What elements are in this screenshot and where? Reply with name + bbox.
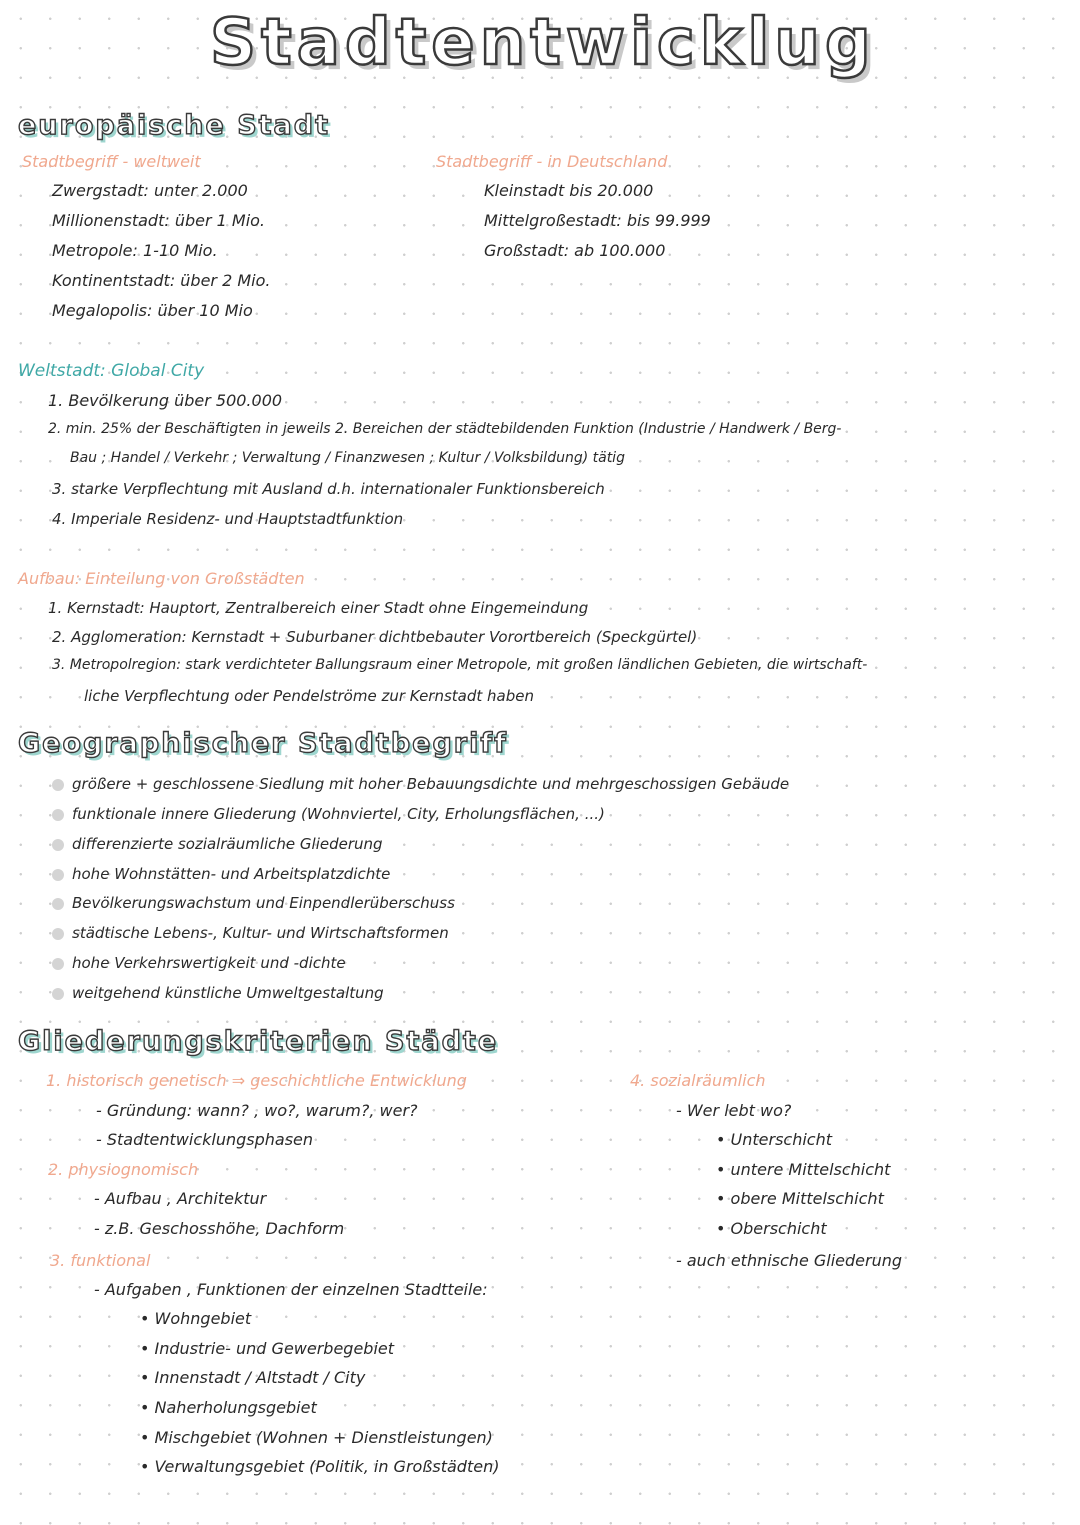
list-item: 2. min. 25% der Beschäftigten in jeweils 2. Bereichen der städtebildenden Funktion (Industrie / Handwerk / Berg- — [48, 421, 842, 437]
list-item: • Oberschicht — [716, 1219, 827, 1238]
list-item: • Wohngebiet — [140, 1309, 252, 1328]
criterion-physiognomic: 2. physiognomisch — [48, 1160, 199, 1179]
section-heading-european-city: europäische Stadt — [18, 110, 331, 141]
list-item: 1. Kernstadt: Hauptort, Zentralbereich einer Stadt ohne Eingemeindung — [48, 599, 589, 617]
list-item: Kleinstadt bis 20.000 — [484, 181, 654, 200]
list-item: - Aufbau , Architektur — [94, 1189, 267, 1208]
list-item: 4. Imperiale Residenz- und Hauptstadtfunktion — [52, 510, 404, 528]
list-item: hohe Verkehrswertigkeit und -dichte — [52, 954, 346, 972]
list-item: Bau ; Handel / Verkehr ; Verwaltung / Finanzwesen ; Kultur / Volksbildung) tätig — [70, 450, 625, 466]
list-item: größere + geschlossene Siedlung mit hoher Bebauungsdichte und mehrgeschossigen Gebäude — [52, 775, 789, 793]
list-item: Millionenstadt: über 1 Mio. — [52, 211, 266, 230]
list-item: • Naherholungsgebiet — [140, 1398, 317, 1417]
list-item: - Gründung: wann? , wo?, warum?, wer? — [96, 1101, 418, 1120]
list-item: • Innenstadt / Altstadt / City — [140, 1368, 366, 1387]
label-city-term-germany: Stadtbegriff - in Deutschland — [436, 152, 668, 171]
list-item: Megalopolis: über 10 Mio — [52, 301, 253, 320]
label-global-city: Weltstadt: Global City — [18, 361, 205, 381]
list-item: - Aufgaben , Funktionen der einzelnen Stadtteile: — [94, 1280, 488, 1299]
bullet-icon — [52, 779, 64, 791]
list-item: 2. Agglomeration: Kernstadt + Suburbaner dichtbebauter Vorortbereich (Speckgürtel) — [52, 628, 698, 646]
bullet-icon — [52, 898, 64, 910]
list-item: Bevölkerungswachstum und Einpendlerüberschuss — [52, 894, 455, 912]
section-heading-geographic-city-term: Geographischer Stadtbegriff — [18, 728, 508, 759]
list-item: - auch ethnische Gliederung — [676, 1251, 903, 1270]
list-item: • Industrie- und Gewerbegebiet — [140, 1339, 395, 1358]
list-item: • Unterschicht — [716, 1130, 832, 1149]
criterion-functional: 3. funktional — [50, 1251, 151, 1270]
criterion-historical: 1. historisch genetisch ⇒ geschichtliche Entwicklung — [46, 1071, 467, 1090]
list-item: - z.B. Geschosshöhe, Dachform — [94, 1219, 345, 1238]
label-structure: Aufbau: Einteilung von Großstädten — [18, 569, 305, 588]
list-item: • obere Mittelschicht — [716, 1189, 884, 1208]
bullet-icon — [52, 839, 64, 851]
page-title: Stadtentwicklug — [210, 6, 876, 80]
list-item: • Verwaltungsgebiet (Politik, in Großstädten) — [140, 1457, 500, 1476]
bullet-icon — [52, 809, 64, 821]
list-item: 1. Bevölkerung über 500.000 — [48, 391, 283, 410]
list-item: 3. Metropolregion: stark verdichteter Ballungsraum einer Metropole, mit großen ländlichen Gebieten, die wirtschaft- — [52, 657, 868, 673]
list-item: städtische Lebens-, Kultur- und Wirtschaftsformen — [52, 924, 449, 942]
criterion-socio-spatial: 4. sozialräumlich — [630, 1071, 766, 1090]
list-item: Mittelgroßestadt: bis 99.999 — [484, 211, 711, 230]
list-item: Metropole: 1-10 Mio. — [52, 241, 218, 260]
section-heading-classification-criteria: Gliederungskriterien Städte — [18, 1026, 499, 1057]
bullet-icon — [52, 988, 64, 1000]
bullet-icon — [52, 869, 64, 881]
list-item: • Mischgebiet (Wohnen + Dienstleistungen) — [140, 1428, 493, 1447]
list-item: Großstadt: ab 100.000 — [484, 241, 666, 260]
list-item: - Stadtentwicklungsphasen — [96, 1130, 314, 1149]
bullet-icon — [52, 958, 64, 970]
list-item: funktionale innere Gliederung (Wohnviertel, City, Erholungsflächen, ...) — [52, 805, 605, 823]
list-item: Zwergstadt: unter 2.000 — [52, 181, 248, 200]
list-item: - Wer lebt wo? — [676, 1101, 792, 1120]
list-item: liche Verpflechtung oder Pendelströme zur Kernstadt haben — [84, 687, 534, 705]
list-item: Kontinentstadt: über 2 Mio. — [52, 271, 271, 290]
label-city-term-worldwide: Stadtbegriff - weltweit — [22, 152, 201, 171]
list-item: • untere Mittelschicht — [716, 1160, 891, 1179]
list-item: differenzierte sozialräumliche Gliederung — [52, 835, 383, 853]
list-item: 3. starke Verpflechtung mit Ausland d.h. internationaler Funktionsbereich — [52, 480, 605, 498]
list-item: hohe Wohnstätten- und Arbeitsplatzdichte — [52, 865, 390, 883]
list-item: weitgehend künstliche Umweltgestaltung — [52, 984, 384, 1002]
bullet-icon — [52, 928, 64, 940]
